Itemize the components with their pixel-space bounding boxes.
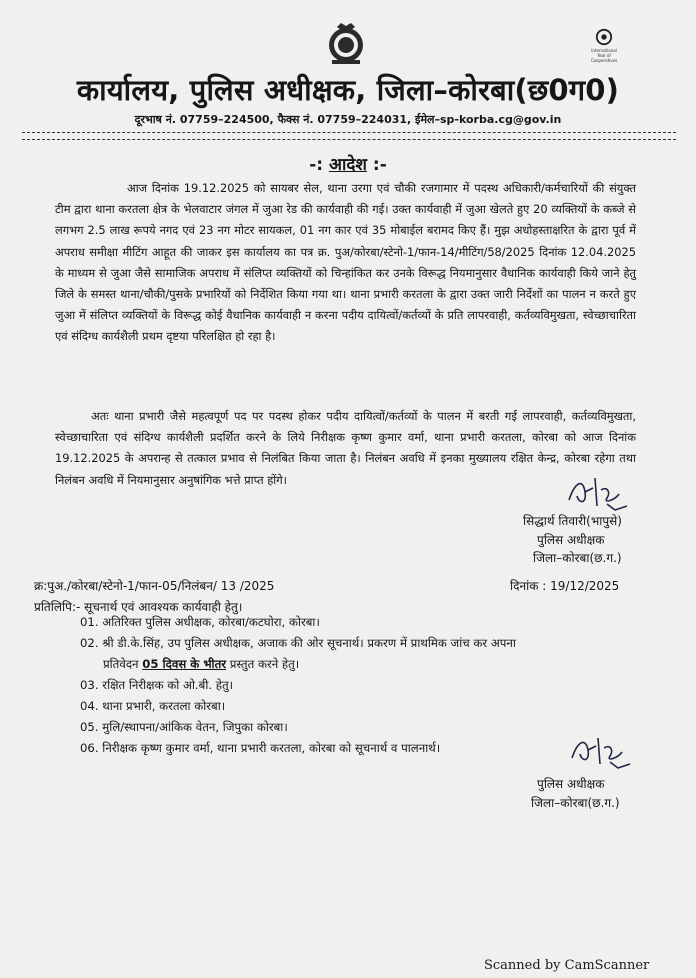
heading-text: आदेश [329,155,367,175]
signatory-district: जिला–कोरबा(छ.ग.) [531,795,620,810]
list-item: 02. श्री डी.के.सिंह, उप पुलिस अधीक्षक, अजाक की ओर सूचनार्थ। प्रकरण में प्राथमिक जांच कर अपना [80,636,516,650]
reference-number: क्र:पुअ./कोरबा/स्टेनो-1/फान-05/निलंबन/ 13 /2025 [34,579,275,593]
order-paragraph-2 [55,406,636,491]
scanner-watermark: Scanned by CamScanner [484,958,650,973]
paragraph-2-text: अतः थाना प्रभारी जैसे महत्वपूर्ण पद पर पदस्थ होकर पदीय दायित्वों/कर्तव्यों के पालन में बरती गई लापरवाही, कर्तव्यविमुखता, स्वेच्छाचारिता एवं संदिग्ध कार्यशैली प्रदर्शित करने के लिये निरीक्षक कृष्ण कुमार वर्मा, थाना प्रभारी करतला, कोरबा को आज दिनांक 19.12.2025 के अपरान्ह से तत्काल प्रभाव से निलंबित किया जाता है। निलंबन अवधि में इनका मुख्यालय रक्षित केन्द्र, कोरबा रहेगा तथा निलंबन अवधि में नियमानुसार अनुषांगिक भत्ते प्राप्त होंगे। [55,409,636,487]
police-emblem-logo [323,20,369,66]
list-item: 03. रक्षित निरीक्षक को ओ.बी. हेतु। [80,678,234,692]
header-divider [22,132,676,133]
list-item: 05. मुलि/स्थापना/आंकिक वेतन, जिपुका कोरबा। [80,720,288,734]
logo-caption: International Year of Cooperatives [590,48,618,63]
signatory-block [523,512,622,568]
order-heading [0,152,696,175]
heading-suffix: :- [366,155,387,175]
signatory-block-2 [531,775,620,812]
copy-to-label: प्रतिलिपि:- सूचनार्थ एवं आवश्यक कार्यवाही हेतु। [34,600,243,614]
heading-prefix: -: [309,155,330,175]
paragraph-1-text: आज दिनांक 19.12.2025 को सायबर सेल, थाना उरगा एवं चौकी रजगामार में पदस्थ अधिकारी/कर्मचारियों की संयुक्त टीम द्वारा थाना करतला क्षेत्र के भेलवाटार जंगल में जुआ रेड की कार्यवाही की गई। उक्त कार्यवाही में जुआ खेलते हुए 20 व्यक्तियों के कब्जे से लगभग 2.5 लाख रूपये नगद एवं 23 नग मोटर सायकल, 01 नग कार एवं 35 मोबाईल बरामद किए हैं। मुझ अधोहस्ताक्षरित के द्वारा पूर्व में अपराध समीक्षा मीटिंग आहूत की जाकर इस कार्यालय का पत्र क्र. पुअ/कोरबा/स्टेनो-1/फान-14/मीटिंग/58/2025 दिनांक 12.04.2025 के माध्यम से जुआ जैसे सामाजिक अपराध में संलिप्त व्यक्तियों को चिन्हांकित कर उनके विरूद्ध नियमानुसार वैधानिक कार्यवाही किये जाने हेतु जिले के समस्त थाना/चौकी/पुसके प्रभारियों को निर्देशित किया गया था। थाना प्रभारी करतला के द्वारा उक्त जारी निर्देशों का पालन न करते हुए जुआ में संलिप्त व्यक्तियों के विरूद्ध कोई वैधानिक कार्यवाही न करना पदीय दायित्वों/कर्तव्यों के प्रति लापरवाही, कर्तव्यविमुखता, स्वेच्छाचारिता एवं संदिग्ध कार्यशैली प्रथम दृष्टया परिलक्षित हो रहा है। [55,181,636,344]
office-title: कार्यालय, पुलिस अधीक्षक, जिला–कोरबा(छ0ग0) [76,73,620,107]
signatory-district: जिला–कोरबा(छ.ग.) [533,551,622,565]
list-item: 01. अतिरिक्त पुलिस अधीक्षक, कोरबा/कटघोरा, कोरबा। [80,615,320,629]
handwritten-signature [563,470,633,515]
reference-date: दिनांक : 19/12/2025 [510,579,620,593]
list-item: 06. निरीक्षक कृष्ण कुमार वर्मा, थाना प्रभारी करतला, कोरबा को सूचनार्थ व पालनार्थ। [80,741,441,755]
distribution-list [80,612,650,759]
cooperatives-year-logo [589,28,619,68]
signatory-name: सिद्धार्थ तिवारी(भापुसे) [523,514,622,528]
continuation-text-end: प्रस्तुत करने हेतु। [226,657,300,671]
order-paragraph-1 [55,178,636,348]
list-item: 04. थाना प्रभारी, करतला कोरबा। [80,699,226,713]
list-item-continuation [80,654,650,675]
signatory-designation: पुलिस अधीक्षक [537,532,605,547]
continuation-text: प्रतिवेदन [103,657,143,671]
handwritten-signature [566,730,636,775]
deadline-emphasis: 05 दिवस के भीतर [142,657,227,671]
contact-line: दूरभाष नं. 07759–224500, फैक्स नं. 07759–224031, ईमेल–sp-korba.cg@gov.in [134,113,562,126]
signatory-designation: पुलिस अधीक्षक [537,777,605,791]
header-divider-2 [22,139,676,140]
